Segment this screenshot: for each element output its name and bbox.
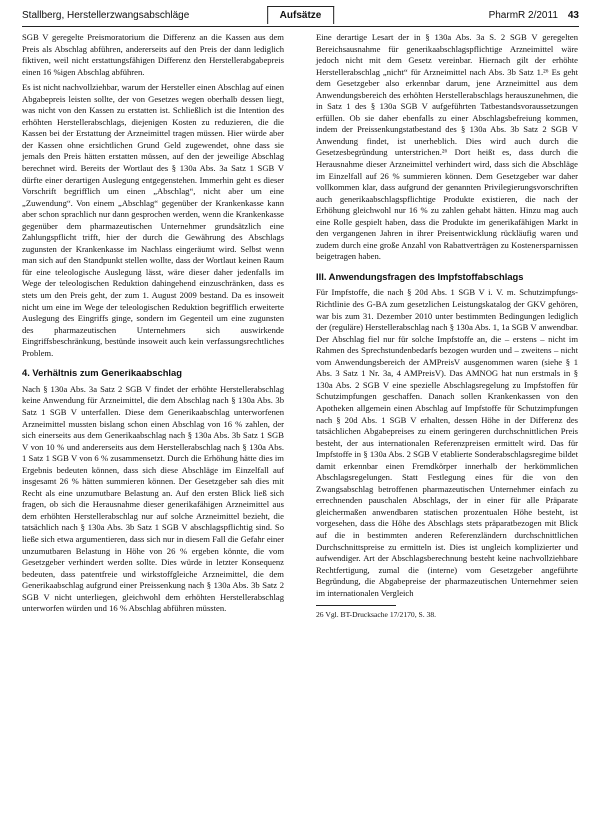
running-header bbox=[22, 6, 579, 27]
section-heading: 4. Verhältnis zum Generikaabschlag bbox=[22, 367, 182, 379]
left-column bbox=[22, 32, 284, 619]
section-label: Aufsätze bbox=[267, 6, 335, 24]
paragraph: Es ist nicht nachvollziehbar, warum der Hersteller einen Abschlag auf einen Abgabepreis leisten sollte, der von Gesetzes wegen oberhalb dessen liegt, was nicht von den Kassen zu erstatten ist. Schließlich ist die Intention des erhöhten Herstellerabschlags, diejenigen Kosten zu reduzieren, die die Kassen bei der Erstattung der Arzneimittel tragen müssen. Hier würde aber der Kassen ohne ersichtlichen Grund Geld zugewendet, ohne dass sie jemals den Preis hätten erstatten müssen, auf den der jeweilige Abschlag berechnet wird. Bereits der Wortlaut des § 130a Abs. 3a Satz 1 SGB V dürfte einer derartigen Auslegung entgegenstehen. Immerhin geht es dieser Vorschrift begrifflich um einen „Abschlag“, nicht aber um eine „Zuwendung“. Von einem „Abschlag“ gegenüber der Krankenkasse kann aber schon sprachlich nur dann gesprochen werden, wenn die Krankenkasse gegenüber dem pharmazeutischen Unternehmer grundsätzlich eine Zahlungspflicht trifft, hier der durch die Gewährung des Abschlags zugunsten der Krankenkasse im Nachlass eingeräumt wird. Selbst wenn man sich auf den Standpunkt stellen wollte, dass der Wortlaut keinen Raum für eine teleologische Auslegung lässt, wäre dieser daher jedenfalls im Wege der teleologischen Reduktion dahingehend einzuschränken, dass es stets um den Preis geht, der zum 1. August 2009 bestand. Da es insoweit nicht um eine im Wege der teleologischen Reduktion begrifflich erweiterte Auslegung des Eingriffs ginge, sondern im Gegenteil um eine zugunsten des pharmazeutischen Unternehmers sich auswirkende Eingriffsbeschränkung, bestünde insoweit auch kein verfassungsrechtliches Problem. bbox=[22, 82, 284, 358]
journal-issue: PharmR 2/2011 bbox=[488, 10, 558, 21]
paragraph: SGB V geregelte Preismoratorium die Differenz an die Kassen aus dem Preis als Abschlag abführen, andererseits auf den Preis der dann lediglich fiktiven, weil nicht erstattungsfähigen Differenz den Herstellerabgabepreis einen 16 %igen Abschlag abführen. bbox=[22, 32, 284, 77]
paragraph: Nach § 130a Abs. 3a Satz 2 SGB V findet der erhöhte Herstellerabschlag keine Anwendung für Arzneimittel, die dem Abschlag nach § 130a Abs. 3b Satz 1 SGB V unterfallen. Diese dem Generikaabschlag unterworfenen Arzneimittel mussten bislang schon einen Abschlag von 16 % zahlen, der sich einerseits aus dem Generikaabschlag nach § 130a Abs. 3b Satz 1 SGB V von 10 % und andererseits aus dem Herstellerabschlag nach § 130a Abs. 1 Satz 1 SGB V von 6 % zusammensetzt. Durch die Erhöhung hätte dies im Ergebnis bedeuten können, dass sich diese Abschläge im Einzelfall auf insgesamt 26 % hätten summieren können. Der Gesetzgeber sah dies mit Recht als eine unzumutbare Belastung an. Auf den ersten Blick ließ sich fragen, ob sich die Herausnahme dieser generikafähigen Arzneimittel aus dem erhöhten Herstellerabschlag nur auf solche Arzneimittel bezieht, die tatsächlich nach § 130a Abs. 3b Satz 1 SGB V abschlagspflichtig sind. So ließe sich etwa argumentieren, dass sich nur in diesem Fall die Gefahr einer unzumutbaren Belastung in Höhe von 26 % ergeben könnte, die vom Gesetzgeber verhindert werden sollte. Dies würde in letzter Konsequenz bedeuten, dass patentfreie und wirkstoffgleiche Arzneimittel, die dem Generikaabschlag aufgrund einer Preissenkung nach § 130a Abs. 3b Satz 2 SGB V nicht unterliegen, gleichwohl dem erhöhten Herstellerabschlag unterworfen würden und 16 % Abschlag abführen müssten. bbox=[22, 383, 284, 614]
paragraph: Eine derartige Lesart der in § 130a Abs. 3a S. 2 SGB V geregelten Bereichsausnahme für generikaabschlagspflichtige Arzneimittel wäre jedoch nicht mit dem Gesetz vereinbar. Hiernach gilt der erhöhte Herstellerabschlag „nicht“ für Arzneimittel nach Abs. 3b Satz 1.²⁶ Es geht dem Gesetzgeber also erkennbar darum, jene Arzneimittel aus dem Anwendungsbereich des erhöhten Herstellerabschlags herauszunehmen, die in Satz 1 des § 130a SGB V aufgeführten Tatbestandsvoraussetzungen erfüllen. Ob sie daher ebenfalls zu einer Abschlagsbefreiung kommen, indem der Preissenkungstatbestand des § 130a Abs. 3b Satz 2 SGB V Anwendung findet, ist unerheblich. Dies wird auch durch die Gesetzesbegründung unterstrichen.²⁶ Dort heißt es, dass durch die Herausnahme dieser Arzneimittel verhindert wird, dass sich die Abschläge im Einzelfall auf 26 % summieren können. Dem Gesetzgeber war daher vollkommen klar, dass aufgrund der genannten Privilegierungsvorschriften auch generikaabschlagspflichtige Produkte existieren, die nach der Erhöhung gleichwohl nur 16 % zu zahlen gehabt hätten. Hinzu mag auch eine Rolle gespielt haben, dass die Produkte im generikafähigen Markt in den vergangenen Jahren in ihrer Preisentwicklung rückläufig waren und zudem durch eine große Anzahl von Rabattverträgen zu Kostenersparnissen beigetragen haben. bbox=[316, 32, 578, 262]
right-column bbox=[316, 32, 578, 621]
header-journal bbox=[489, 10, 579, 21]
section-heading: III. Anwendungsfragen des Impfstoffabschlags bbox=[316, 270, 524, 282]
page-number: 43 bbox=[567, 10, 579, 21]
footnote: 26 Vgl. BT-Drucksache 17/2170, S. 38. bbox=[316, 610, 437, 620]
footnote-divider bbox=[316, 605, 396, 606]
paragraph: Für Impfstoffe, die nach § 20d Abs. 1 SGB V i. V. m. Schutzimpfungs-Richtlinie des G-BA zum gesetzlichen Leistungskatalog der GKV gehören, war bis zum 31. Dezember 2010 unter bestimmten Bedingungen lediglich der (reguläre) Herstellerabschlag nach § 130a Abs. 1, 1a SGB V anwendbar. Der Abschlag fiel nur für solche Impfstoffe an, die – erstens – nicht im Rahmen des Sprechstundenbedarfs bezogen wurden und – zweitens – nicht vom Anwendungsbereich der AMPreisV ausgenommen waren (siehe § 1 Abs. 3 Satz 1 Nr. 3a, 4 AMPreisV). Das AMNOG hat nun erstmals in § 130a Abs. 2 SGB V eine spezielle Abschlagsregelung zu Impfstoffen für Schutzimpfungen geschaffen. Danach sollen Krankenkassen von den Apotheken allgemein einen Abschlag auf Impfstoffe für Schutzimpfungen nach § 20d Abs. 1 SGB V erhalten, dessen Höhe in der Differenz des tatsächlichen Abgabepreises zu einem geringeren durchschnittlichen Preis besteht, der aus internationalen Referenzpreisen ermittelt wird. Das für Impfstoffe in § 130a Abs. 2 SGB V etablierte Sonderabschlagsregime bildet damit erkennbar einen Fremdkörper innerhalb der herkömmlichen Abschlagsregelungen. Statt Festlegung eines für die von den Zwangsabschlag betroffenen pharmazeutischen Unternehmer einfach zu errechnenden pauschalen Abschlags, der in einer für alle Präparate gleichermaßen anwendbaren statischen prozentualen Höhe besteht, ist vorgesehen, dass die Höhe des Abschlags stets präparatbezogen mit Blick auf die in bestimmten anderen Referenzländern durchschnittlichen Durchschnittspreise zu ermitteln ist. Dies ist ungleich komplizierter und aufwendiger. Art der Abschlagsberechnung besteht keine nachvollziehbare Rechtfertigung, zumal die (interne) vom Gesetzgeber angeführte Begründung, die Abgabepreise der pharmazeutischen Unternehmer seien im internationalen Vergleich bbox=[316, 287, 578, 598]
header-author-title: Stallberg, Herstellerzwangsabschläge bbox=[22, 10, 190, 21]
